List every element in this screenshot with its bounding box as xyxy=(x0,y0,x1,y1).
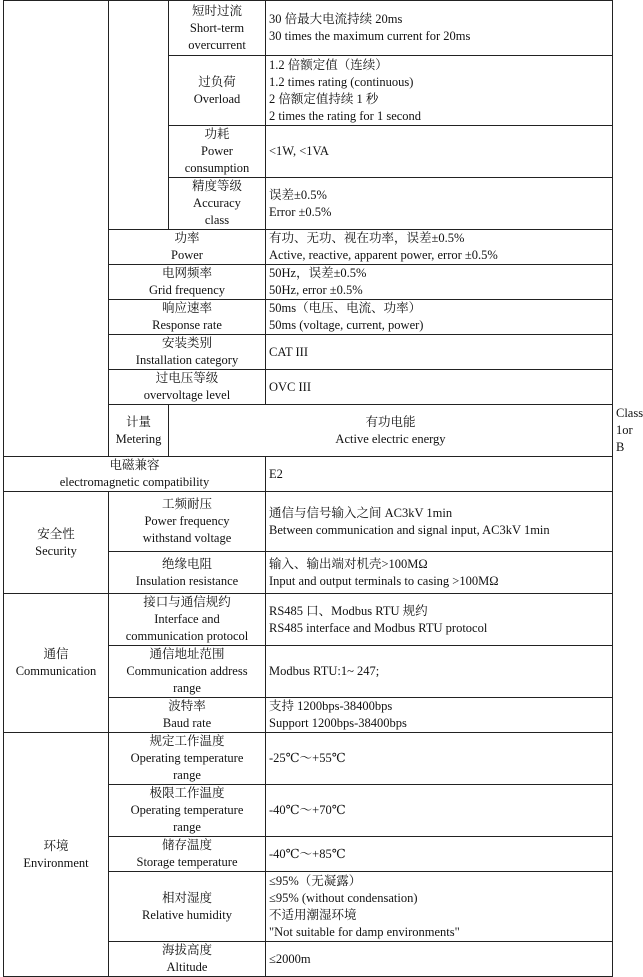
spec-name-withstand-voltage: 工频耐压 Power frequency withstand voltage xyxy=(109,492,266,552)
spec-name-overload: 过负荷 Overload xyxy=(169,56,266,126)
spec-value-altitude: ≤2000m xyxy=(266,942,613,977)
spec-group-blank xyxy=(4,1,109,457)
spec-group-communication: 通信 Communication xyxy=(4,594,109,733)
spec-value-response-rate: 50ms（电压、电流、功率） 50ms (voltage, current, power) xyxy=(266,300,613,335)
spec-name-insulation-resistance: 绝缘电阻 Insulation resistance xyxy=(109,552,266,594)
spec-name-interface: 接口与通信规约 Interface and communication protocol xyxy=(109,594,266,646)
spec-value-power-consumption: <1W, <1VA xyxy=(266,126,613,178)
spec-value-emc: E2 xyxy=(266,457,613,492)
table-row xyxy=(4,1,613,56)
spec-name-response-rate: 响应速率 Response rate xyxy=(109,300,266,335)
spec-value-short-term-overcurrent: 30 倍最大电流持续 20ms 30 times the maximum current for 20ms xyxy=(266,1,613,56)
spec-name-emc: 电磁兼容 electromagnetic compatibility xyxy=(4,457,266,492)
spec-name-active-energy: 有功电能 Active electric energy xyxy=(169,405,613,457)
spec-value-grid-frequency: 50Hz，误差±0.5% 50Hz, error ±0.5% xyxy=(266,265,613,300)
spec-subgroup-blank xyxy=(109,1,169,230)
spec-name-storage-temp: 储存温度 Storage temperature xyxy=(109,837,266,872)
spec-value-overload: 1.2 倍额定值（连续） 1.2 times rating (continuous) 2 倍额定值持续 1 秒 2 times the rating for 1 second xyxy=(266,56,613,126)
spec-value-storage-temp: -40℃～+85℃ xyxy=(266,837,613,872)
table-row xyxy=(4,457,613,492)
table-row xyxy=(4,594,613,646)
spec-name-installation-category: 安装类别 Installation category xyxy=(109,335,266,370)
spec-value-installation-category: CAT III xyxy=(266,335,613,370)
spec-group-environment: 环境 Environment xyxy=(4,733,109,977)
spec-group-security: 安全性 Security xyxy=(4,492,109,594)
spec-name-comm-address: 通信地址范围 Communication address range xyxy=(109,646,266,698)
spec-value-accuracy-class: 误差±0.5% Error ±0.5% xyxy=(266,178,613,230)
spec-name-grid-frequency: 电网频率 Grid frequency xyxy=(109,265,266,300)
spec-name-operating-temp: 规定工作温度 Operating temperature range xyxy=(109,733,266,785)
spec-name-power: 功率 Power xyxy=(109,230,266,265)
spec-value-limit-temp: -40℃～+70℃ xyxy=(266,785,613,837)
table-row: 计量 Metering 有功电能 Active electric energy Class 1or B xyxy=(4,405,613,457)
spec-value-comm-address: Modbus RTU:1~ 247; xyxy=(266,646,613,698)
spec-name-accuracy-class: 精度等级 Accuracy class xyxy=(169,178,266,230)
spec-value-insulation-resistance: 输入、输出端对机壳>100MΩ Input and output terminals to casing >100MΩ xyxy=(266,552,613,594)
spec-value-withstand-voltage: 通信与信号输入之间 AC3kV 1min Between communication and signal input, AC3kV 1min xyxy=(266,492,613,552)
spec-value-overvoltage-level: OVC III xyxy=(266,370,613,405)
spec-group-metering: 计量 Metering xyxy=(109,405,169,457)
table-row xyxy=(4,492,613,552)
spec-value-baud-rate: 支持 1200bps-38400bps Support 1200bps-38400bps xyxy=(266,698,613,733)
spec-name-baud-rate: 波特率 Baud rate xyxy=(109,698,266,733)
spec-table xyxy=(3,0,643,977)
spec-name-altitude: 海拔高度 Altitude xyxy=(109,942,266,977)
spec-name-overvoltage-level: 过电压等级 overvoltage level xyxy=(109,370,266,405)
spec-name-humidity: 相对湿度 Relative humidity xyxy=(109,872,266,942)
spec-value-humidity: ≤95%（无凝露） ≤95% (without condensation) 不适用潮湿环境 "Not suitable for damp environments" xyxy=(266,872,613,942)
spec-name-power-consumption: 功耗 Power consumption xyxy=(169,126,266,178)
spec-value-interface: RS485 口、Modbus RTU 规约 RS485 interface and Modbus RTU protocol xyxy=(266,594,613,646)
spec-name-limit-temp: 极限工作温度 Operating temperature range xyxy=(109,785,266,837)
spec-value-power: 有功、无功、视在功率，误差±0.5% Active, reactive, apparent power, error ±0.5% xyxy=(266,230,613,265)
spec-value-operating-temp: -25℃～+55℃ xyxy=(266,733,613,785)
table-row xyxy=(4,733,613,785)
spec-name-short-term-overcurrent: 短时过流 Short-term overcurrent xyxy=(169,1,266,56)
